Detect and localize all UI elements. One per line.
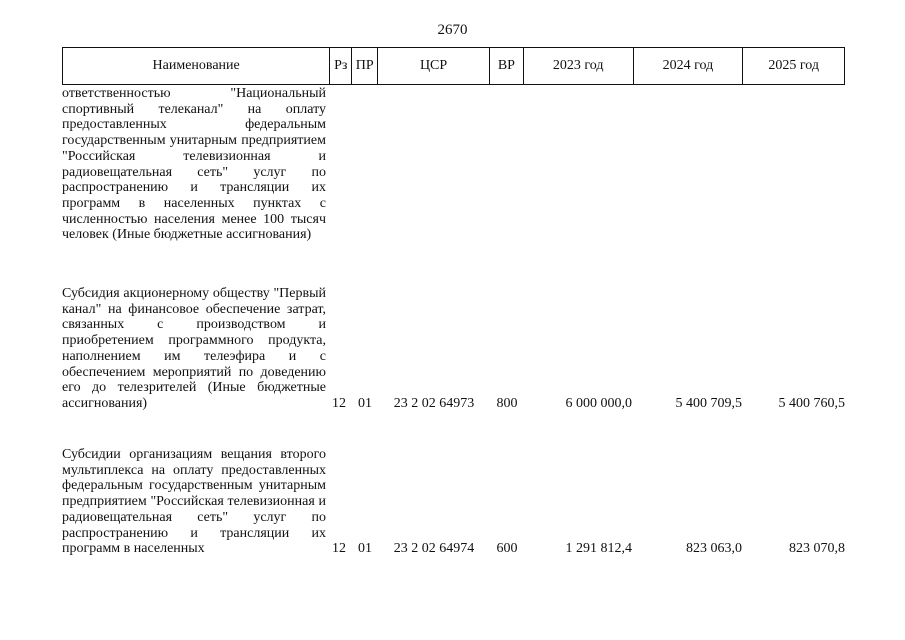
header-name: Наименование xyxy=(63,48,330,84)
table-row xyxy=(62,86,845,243)
row-pr: 01 xyxy=(358,541,372,557)
row-name: Субсидии организациям вещания второго мультиплекса на оплату предоставленных федеральным государственным унитарным предприятием "Российская телевизионная и радиовещательная сеть" услуг по распространению и трансляции их программ в населенных xyxy=(62,447,326,557)
header-2024: 2024 год xyxy=(634,48,744,84)
row-2024: 5 400 709,5 xyxy=(675,395,742,411)
row-2025: 823 070,8 xyxy=(789,541,845,557)
table-header xyxy=(62,47,845,85)
header-vr: ВР xyxy=(490,48,524,84)
page-number: 2670 xyxy=(437,22,468,38)
row-csr: 23 2 02 64973 xyxy=(393,395,475,411)
row-csr: 23 2 02 64974 xyxy=(393,541,475,557)
table-row xyxy=(62,286,845,412)
header-rz: Рз xyxy=(330,48,352,84)
row-2023: 6 000 000,0 xyxy=(565,395,632,411)
row-rz: 12 xyxy=(332,541,346,557)
header-2025: 2025 год xyxy=(768,58,819,73)
row-pr: 01 xyxy=(358,395,372,411)
row-vr: 800 xyxy=(496,395,518,411)
header-2023: 2023 год xyxy=(524,48,634,84)
row-2025: 5 400 760,5 xyxy=(778,395,845,411)
table-row xyxy=(62,447,845,557)
row-name: Субсидия акционерному обществу "Первый канал" на финансовое обеспечение затрат, связанных с производством и приобретением программного продукта, наполнением им телеэфира и с обеспечением мероприятий по доведению его до телезрителей (Иные бюджетные ассигнования) xyxy=(62,286,326,411)
row-2024: 823 063,0 xyxy=(686,541,742,557)
header-pr: ПР xyxy=(352,48,378,84)
header-csr: ЦСР xyxy=(378,48,490,84)
row-rz: 12 xyxy=(332,395,346,411)
row-vr: 600 xyxy=(496,541,518,557)
row-name: ответственностью "Национальный спортивный телеканал" на оплату предоставленных федеральным государственным унитарным предприятием "Российская телевизионная и радиовещательная сеть" услуг по распространению и трансляции их программ в населенных пунктах с численностью населения менее 100 тысяч человек (Иные бюджетные ассигнования) xyxy=(62,86,326,243)
row-2023: 1 291 812,4 xyxy=(565,541,632,557)
